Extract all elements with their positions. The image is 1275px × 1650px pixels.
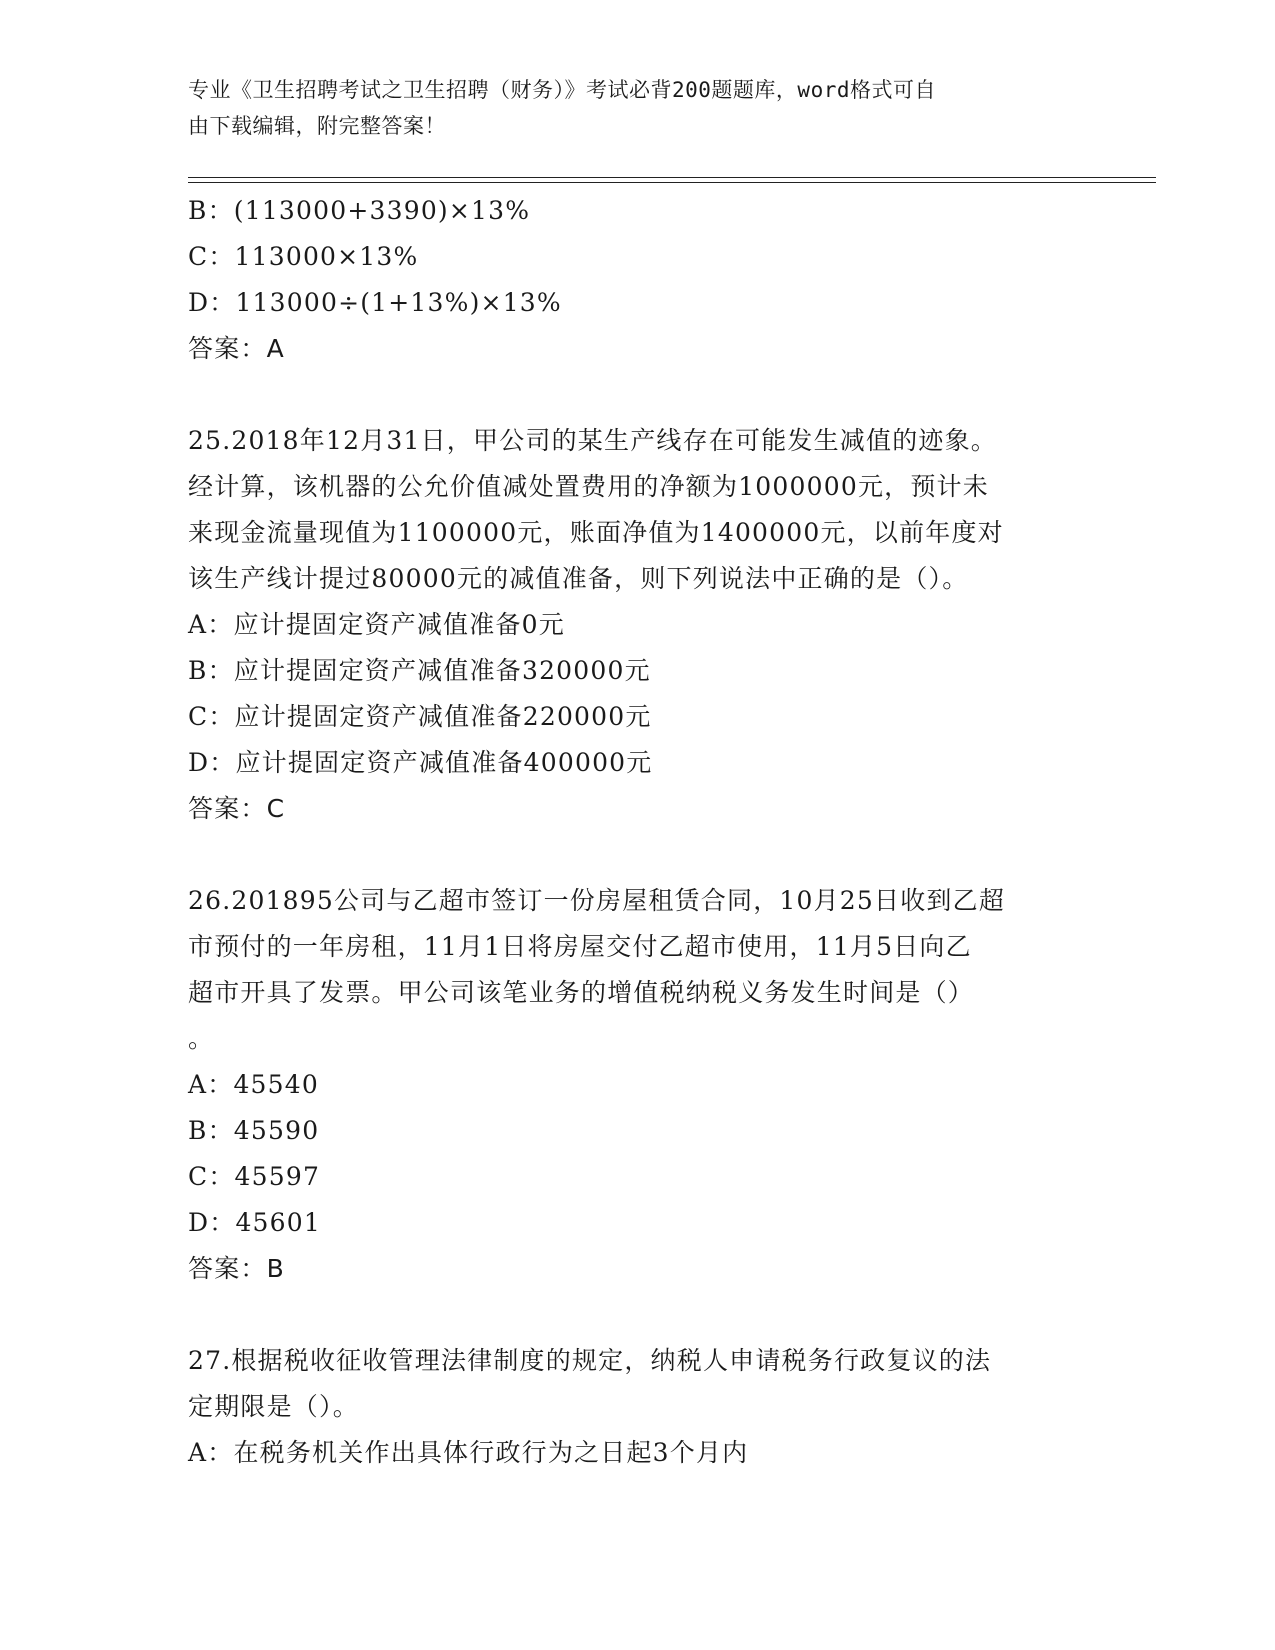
q25-option-c: C：应计提固定资产减值准备220000元 — [188, 702, 652, 731]
q24-option-d: D：113000÷(1+13%)×13% — [188, 288, 562, 317]
header-line-1: 专业《卫生招聘考试之卫生招聘（财务）》考试必背200题题库，word格式可自 — [188, 78, 936, 102]
q27-option-a: A：在税务机关作出具体行政行为之日起3个月内 — [188, 1438, 749, 1467]
q25-option-d: D：应计提固定资产减值准备400000元 — [188, 748, 653, 777]
question-25 — [188, 418, 1088, 832]
q27-stem-line-2: 定期限是（）。 — [188, 1392, 359, 1421]
header-line-2: 由下载编辑，附完整答案！ — [188, 114, 446, 138]
q25-stem-line-2: 经计算，该机器的公允价值减处置费用的净额为1000000元，预计未 — [188, 472, 989, 501]
q24-option-c: C：113000×13% — [188, 242, 419, 271]
q26-option-a: A：45540 — [188, 1070, 319, 1099]
q24-answer: 答案：A — [188, 334, 285, 363]
header-rule-top — [188, 177, 1156, 178]
spacer — [188, 372, 1088, 418]
header-rule-bottom — [188, 182, 1156, 183]
question-content — [188, 188, 1088, 1476]
q25-answer: 答案：C — [188, 794, 286, 823]
q25-stem-line-1: 25.2018年12月31日，甲公司的某生产线存在可能发生减值的迹象。 — [188, 426, 998, 455]
q25-option-b: B：应计提固定资产减值准备320000元 — [188, 656, 651, 685]
q26-stem-line-4: 。 — [188, 1024, 215, 1053]
q24-option-b: B：(113000+3390)×13% — [188, 196, 531, 225]
q25-option-a: A：应计提固定资产减值准备0元 — [188, 610, 565, 639]
q26-stem-line-2: 市预付的一年房租，11月1日将房屋交付乙超市使用，11月5日向乙 — [188, 932, 972, 961]
document-header — [188, 72, 1088, 144]
q26-option-d: D：45601 — [188, 1208, 321, 1237]
q26-answer: 答案：B — [188, 1254, 285, 1283]
q26-option-c: C：45597 — [188, 1162, 321, 1191]
q25-stem-line-3: 来现金流量现值为1100000元，账面净值为1400000元，以前年度对 — [188, 518, 1004, 547]
question-24-fragment — [188, 188, 1088, 372]
q25-stem-line-4: 该生产线计提过80000元的减值准备，则下列说法中正确的是（）。 — [188, 564, 969, 593]
question-27 — [188, 1338, 1088, 1476]
question-26 — [188, 878, 1088, 1292]
q27-stem-line-1: 27.根据税收征收管理法律制度的规定，纳税人申请税务行政复议的法 — [188, 1346, 992, 1375]
spacer — [188, 1292, 1088, 1338]
q26-stem-line-1: 26.201895公司与乙超市签订一份房屋租赁合同，10月25日收到乙超 — [188, 886, 1006, 915]
q26-option-b: B：45590 — [188, 1116, 320, 1145]
spacer — [188, 832, 1088, 878]
q26-stem-line-3: 超市开具了发票。甲公司该笔业务的增值税纳税义务发生时间是（） — [188, 978, 975, 1007]
